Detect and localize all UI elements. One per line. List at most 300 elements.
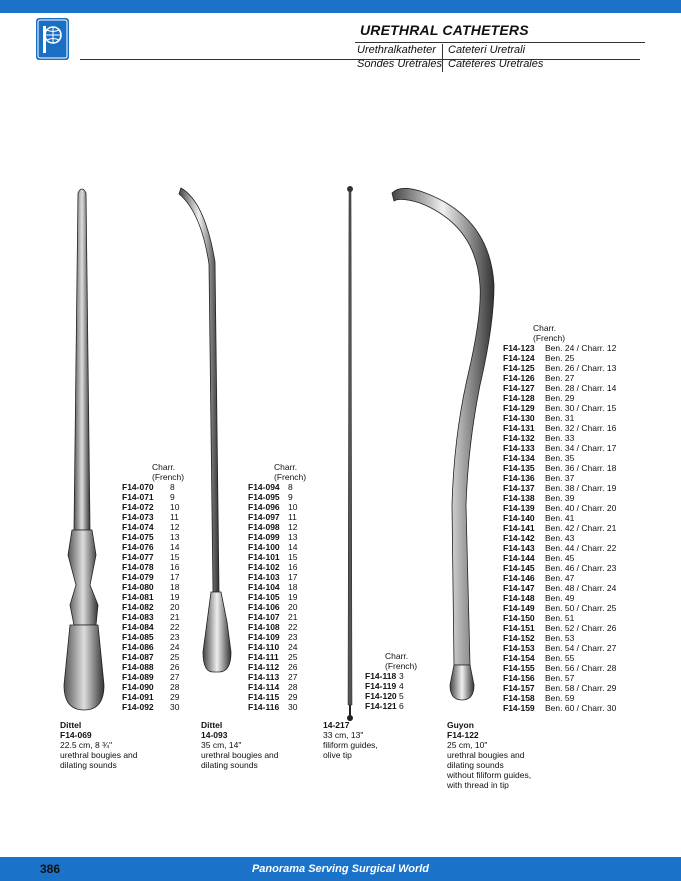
- size-value: 16: [288, 562, 298, 572]
- catalog-code: F14-145: [503, 563, 535, 573]
- size-value: 18: [170, 582, 180, 592]
- filiform-guide-illustration: [340, 185, 360, 725]
- panorama-logo-icon: [36, 18, 69, 60]
- table-row: [503, 563, 616, 573]
- size-value: Ben. 52 / Charr. 26: [545, 623, 617, 633]
- caption-desc: with thread in tip: [447, 780, 509, 790]
- size-value: 11: [170, 512, 179, 522]
- table-row: [122, 622, 184, 632]
- catalog-code: F14-140: [503, 513, 535, 523]
- size-value: 17: [170, 572, 180, 582]
- size-value: 15: [170, 552, 180, 562]
- catalog-code: F14-119: [365, 681, 397, 691]
- caption-desc: dilating sounds: [60, 760, 117, 770]
- table-row: [503, 443, 616, 453]
- catalog-code: F14-084: [122, 622, 154, 632]
- size-value: Ben. 41: [545, 513, 575, 523]
- size-value: 24: [170, 642, 180, 652]
- caption-filiform: [323, 720, 378, 760]
- catalog-code: F14-090: [122, 682, 154, 692]
- size-value: 28: [288, 682, 298, 692]
- table-row: [248, 692, 306, 702]
- table-row: [248, 482, 306, 492]
- catalog-code: F14-159: [503, 703, 535, 713]
- size-value: 15: [288, 552, 298, 562]
- catalog-code: F14-113: [248, 672, 280, 682]
- catalog-code: F14-112: [248, 662, 280, 672]
- size-value: 14: [170, 542, 180, 552]
- table-header-charr: Charr.: [152, 462, 176, 472]
- catalog-code: F14-079: [122, 572, 154, 582]
- caption-length: 22.5 cm, 8 ¾": [60, 740, 113, 750]
- table-row: [503, 383, 616, 393]
- table-row: [122, 602, 184, 612]
- size-value: 23: [170, 632, 180, 642]
- table-row: [503, 463, 616, 473]
- table-row: [365, 671, 417, 681]
- page-title: URETHRAL CATHETERS: [360, 22, 529, 38]
- size-value: 20: [170, 602, 180, 612]
- table-row: [503, 683, 616, 693]
- size-value: Ben. 31: [545, 413, 575, 423]
- size-value: 13: [288, 532, 298, 542]
- table-row: [248, 672, 306, 682]
- catalog-code: F14-136: [503, 473, 535, 483]
- catalog-code: F14-116: [248, 702, 280, 712]
- catalog-code: F14-152: [503, 633, 535, 643]
- table-row: [503, 363, 616, 373]
- size-value: 3: [399, 671, 404, 681]
- table-row: [503, 513, 616, 523]
- catalog-code: F14-077: [122, 552, 154, 562]
- catalog-code: F14-087: [122, 652, 154, 662]
- catalog-code: F14-125: [503, 363, 535, 373]
- size-value: Ben. 53: [545, 633, 575, 643]
- catalog-code: F14-078: [122, 562, 154, 572]
- caption-name: Dittel: [60, 720, 82, 730]
- table-row: [248, 522, 306, 532]
- caption-code: 14-217: [323, 720, 350, 730]
- size-value: Ben. 28 / Charr. 14: [545, 383, 617, 393]
- catalog-code: F14-092: [122, 702, 154, 712]
- catalog-code: F14-110: [248, 642, 280, 652]
- table-row: [503, 353, 616, 363]
- table-row: [122, 642, 184, 652]
- size-value: Ben. 27: [545, 373, 575, 383]
- catalog-code: F14-081: [122, 592, 154, 602]
- size-value: 4: [399, 681, 404, 691]
- dittel-straight-bougie-illustration: [60, 185, 110, 715]
- caption-dittel-straight: [60, 720, 138, 770]
- size-value: 8: [288, 482, 293, 492]
- catalog-code: F14-143: [503, 543, 535, 553]
- size-value: Ben. 26 / Charr. 13: [545, 363, 617, 373]
- table-row: [248, 682, 306, 692]
- catalog-code: F14-107: [248, 612, 280, 622]
- size-value: Ben. 57: [545, 673, 575, 683]
- table-row: [122, 612, 184, 622]
- size-value: 25: [288, 652, 298, 662]
- table-header-french: (French): [152, 472, 185, 482]
- table-row: [248, 662, 306, 672]
- guyon-bougie-illustration: [390, 185, 510, 705]
- table-row: [503, 613, 616, 623]
- caption-code: 14-093: [201, 730, 228, 740]
- caption-guyon: [447, 720, 531, 790]
- table-row: [503, 703, 616, 713]
- table-header-charr: Charr.: [274, 462, 298, 472]
- size-value: 24: [288, 642, 298, 652]
- table-row: [503, 583, 616, 593]
- table-row: [503, 493, 616, 503]
- size-value: 19: [170, 592, 180, 602]
- caption-code: F14-122: [447, 730, 479, 740]
- table-row: [503, 593, 616, 603]
- size-value: 19: [288, 592, 298, 602]
- table-row: [248, 532, 306, 542]
- catalog-code: F14-105: [248, 592, 280, 602]
- page-number: 386: [40, 862, 61, 876]
- table-row: [248, 492, 306, 502]
- size-value: Ben. 43: [545, 533, 575, 543]
- caption-desc: dilating sounds: [201, 760, 258, 770]
- catalog-code: F14-154: [503, 653, 535, 663]
- table-row: [122, 482, 184, 492]
- size-value: 28: [170, 682, 180, 692]
- table-row: [122, 592, 184, 602]
- catalog-code: F14-089: [122, 672, 154, 682]
- size-value: 16: [170, 562, 180, 572]
- caption-length: 35 cm, 14": [201, 740, 242, 750]
- size-value: Ben. 46 / Charr. 23: [545, 563, 617, 573]
- size-value: 27: [170, 672, 180, 682]
- subtitle-french: Sondes Urétrales: [357, 58, 442, 70]
- table-row: [503, 623, 616, 633]
- table-row: [122, 562, 184, 572]
- size-value: 14: [288, 542, 298, 552]
- size-value: Ben. 25: [545, 353, 575, 363]
- size-value: 17: [288, 572, 298, 582]
- caption-name: Guyon: [447, 720, 474, 730]
- table-row: [122, 702, 184, 712]
- caption-desc: urethral bougies and: [447, 750, 525, 760]
- catalog-code: F14-106: [248, 602, 280, 612]
- table-row: [122, 512, 184, 522]
- catalog-code: F14-114: [248, 682, 280, 692]
- size-value: 26: [288, 662, 298, 672]
- table-row: [503, 553, 616, 563]
- catalog-code: F14-123: [503, 343, 535, 353]
- size-value: 22: [170, 622, 180, 632]
- table-row: [122, 502, 184, 512]
- catalog-code: F14-111: [248, 652, 279, 662]
- table-row: [503, 603, 616, 613]
- size-value: Ben. 48 / Charr. 24: [545, 583, 617, 593]
- catalog-code: F14-082: [122, 602, 154, 612]
- catalog-code: F14-115: [248, 692, 280, 702]
- catalog-code: F14-158: [503, 693, 535, 703]
- size-value: Ben. 59: [545, 693, 575, 703]
- table-row: [122, 672, 184, 682]
- table-row: [122, 492, 184, 502]
- catalog-code: F14-095: [248, 492, 280, 502]
- caption-dittel-curved: [201, 720, 279, 770]
- table-row: [503, 673, 616, 683]
- subtitle-divider: [442, 44, 443, 72]
- top-bar: [0, 0, 681, 13]
- table-row: [248, 512, 306, 522]
- catalog-code: F14-094: [248, 482, 280, 492]
- size-value: 30: [170, 702, 180, 712]
- table-row: [122, 632, 184, 642]
- table-row: [248, 542, 306, 552]
- catalog-code: F14-073: [122, 512, 154, 522]
- table-row: [248, 502, 306, 512]
- table-row: [248, 632, 306, 642]
- catalog-code: F14-124: [503, 353, 535, 363]
- table-row: [248, 612, 306, 622]
- catalog-code: F14-086: [122, 642, 154, 652]
- catalog-code: F14-128: [503, 393, 535, 403]
- catalog-code: F14-138: [503, 493, 535, 503]
- table-row: [122, 572, 184, 582]
- subtitle-spanish: Catéteres Uretrales: [448, 58, 544, 70]
- table-header-french: (French): [385, 661, 418, 671]
- size-value: Ben. 45: [545, 553, 575, 563]
- catalog-code: F14-103: [248, 572, 280, 582]
- catalog-code: F14-131: [503, 423, 535, 433]
- table-row: [503, 543, 616, 553]
- table-row: [503, 693, 616, 703]
- size-value: 20: [288, 602, 298, 612]
- size-value: Ben. 60 / Charr. 30: [545, 703, 617, 713]
- size-value: 9: [170, 492, 175, 502]
- catalog-code: F14-083: [122, 612, 154, 622]
- table-row: [122, 582, 184, 592]
- catalog-code: F14-156: [503, 673, 535, 683]
- catalog-code: F14-148: [503, 593, 535, 603]
- catalog-code: F14-135: [503, 463, 535, 473]
- catalog-code: F14-108: [248, 622, 280, 632]
- size-value: 30: [288, 702, 298, 712]
- size-value: Ben. 39: [545, 493, 575, 503]
- size-value: 11: [288, 512, 297, 522]
- caption-name: Dittel: [201, 720, 223, 730]
- size-value: 9: [288, 492, 293, 502]
- caption-desc: filiform guides,: [323, 740, 378, 750]
- size-value: Ben. 30 / Charr. 15: [545, 403, 617, 413]
- catalog-code: F14-102: [248, 562, 280, 572]
- catalog-code: F14-155: [503, 663, 535, 673]
- catalog-code: F14-130: [503, 413, 535, 423]
- catalog-code: F14-072: [122, 502, 154, 512]
- table-row: [248, 652, 306, 662]
- size-value: 29: [288, 692, 298, 702]
- subtitle-italian: Cateteri Uretrali: [448, 44, 526, 56]
- catalog-code: F14-151: [503, 623, 535, 633]
- footer-slogan: Panorama Serving Surgical World: [251, 863, 430, 875]
- size-value: 23: [288, 632, 298, 642]
- catalog-code: F14-074: [122, 522, 154, 532]
- catalog-code: F14-091: [122, 692, 154, 702]
- table-row: [248, 602, 306, 612]
- catalog-code: F14-153: [503, 643, 535, 653]
- catalog-code: F14-085: [122, 632, 154, 642]
- catalog-code: F14-147: [503, 583, 535, 593]
- size-value: Ben. 51: [545, 613, 575, 623]
- size-value: Ben. 36 / Charr. 18: [545, 463, 617, 473]
- size-value: 12: [288, 522, 298, 532]
- table-row: [503, 503, 616, 513]
- table-row: [122, 682, 184, 692]
- caption-code: F14-069: [60, 730, 92, 740]
- size-value: 22: [288, 622, 298, 632]
- caption-length: 33 cm, 13": [323, 730, 364, 740]
- caption-desc: urethral bougies and: [201, 750, 279, 760]
- table-row: [122, 552, 184, 562]
- table-header-charr: Charr.: [385, 651, 409, 661]
- size-value: 29: [170, 692, 180, 702]
- catalog-code: F14-101: [248, 552, 280, 562]
- catalog-code: F14-144: [503, 553, 535, 563]
- size-value: Ben. 35: [545, 453, 575, 463]
- catalog-code: F14-134: [503, 453, 535, 463]
- table-row: [503, 643, 616, 653]
- table-row: [503, 423, 616, 433]
- catalog-code: F14-126: [503, 373, 535, 383]
- catalog-code: F14-150: [503, 613, 535, 623]
- size-value: Ben. 50 / Charr. 25: [545, 603, 617, 613]
- table-row: [503, 533, 616, 543]
- table-row: [248, 582, 306, 592]
- catalog-code: F14-104: [248, 582, 280, 592]
- table-row: [122, 522, 184, 532]
- catalog-code: F14-096: [248, 502, 280, 512]
- size-value: Ben. 33: [545, 433, 575, 443]
- table-row: [122, 542, 184, 552]
- size-value: 25: [170, 652, 180, 662]
- catalog-code: F14-121: [365, 701, 397, 711]
- catalog-code: F14-070: [122, 482, 154, 492]
- catalog-code: F14-120: [365, 691, 397, 701]
- catalog-code: F14-149: [503, 603, 535, 613]
- subtitle-german: Urethralkatheter: [357, 44, 436, 56]
- table-row: [503, 373, 616, 383]
- table-row: [503, 573, 616, 583]
- size-value: 21: [170, 612, 180, 622]
- table-row: [248, 572, 306, 582]
- size-value: 5: [399, 691, 404, 701]
- size-value: 12: [170, 522, 180, 532]
- size-value: 27: [288, 672, 298, 682]
- caption-desc: olive tip: [323, 750, 352, 760]
- catalog-code: F14-098: [248, 522, 280, 532]
- table-row: [248, 562, 306, 572]
- size-value: Ben. 38 / Charr. 19: [545, 483, 617, 493]
- size-value: Ben. 29: [545, 393, 575, 403]
- size-value: Ben. 44 / Charr. 22: [545, 543, 617, 553]
- size-value: Ben. 49: [545, 593, 575, 603]
- caption-desc: urethral bougies and: [60, 750, 138, 760]
- size-table-guyon: [503, 323, 616, 713]
- table-header-french: (French): [274, 472, 307, 482]
- table-row: [365, 691, 417, 701]
- catalog-code: F14-071: [122, 492, 154, 502]
- size-table-dittel-curved: [248, 462, 306, 712]
- size-value: Ben. 34 / Charr. 17: [545, 443, 617, 453]
- table-row: [248, 622, 306, 632]
- catalog-code: F14-097: [248, 512, 280, 522]
- table-row: [503, 433, 616, 443]
- table-row: [503, 523, 616, 533]
- size-table-dittel-straight: [122, 462, 184, 712]
- table-row: [503, 413, 616, 423]
- size-value: Ben. 54 / Charr. 27: [545, 643, 617, 653]
- table-row: [503, 403, 616, 413]
- catalog-code: F14-139: [503, 503, 535, 513]
- table-row: [503, 483, 616, 493]
- size-value: 13: [170, 532, 180, 542]
- catalog-code: F14-080: [122, 582, 154, 592]
- size-value: Ben. 55: [545, 653, 575, 663]
- catalog-code: F14-142: [503, 533, 535, 543]
- table-row: [365, 701, 417, 711]
- catalog-code: F14-127: [503, 383, 535, 393]
- table-row: [248, 552, 306, 562]
- size-value: 6: [399, 701, 404, 711]
- table-row: [122, 662, 184, 672]
- size-value: Ben. 47: [545, 573, 575, 583]
- caption-desc: without filiform guides,: [447, 770, 532, 780]
- catalog-code: F14-076: [122, 542, 154, 552]
- size-value: Ben. 56 / Charr. 28: [545, 663, 617, 673]
- size-value: 8: [170, 482, 175, 492]
- table-row: [503, 343, 616, 353]
- catalog-code: F14-137: [503, 483, 535, 493]
- size-value: Ben. 32 / Charr. 16: [545, 423, 617, 433]
- table-row: [503, 393, 616, 403]
- size-value: Ben. 37: [545, 473, 575, 483]
- catalog-code: F14-132: [503, 433, 535, 443]
- caption-length: 25 cm, 10": [447, 740, 488, 750]
- catalog-code: F14-157: [503, 683, 535, 693]
- catalog-code: F14-088: [122, 662, 154, 672]
- table-row: [122, 532, 184, 542]
- catalog-code: F14-075: [122, 532, 154, 542]
- catalog-code: F14-129: [503, 403, 535, 413]
- table-header-charr: Charr.: [533, 323, 557, 333]
- table-row: [503, 663, 616, 673]
- catalog-code: F14-118: [365, 671, 397, 681]
- size-value: 26: [170, 662, 180, 672]
- size-value: 10: [170, 502, 180, 512]
- table-row: [503, 453, 616, 463]
- size-value: Ben. 58 / Charr. 29: [545, 683, 617, 693]
- table-row: [122, 652, 184, 662]
- catalog-code: F14-141: [503, 523, 535, 533]
- table-row: [248, 592, 306, 602]
- size-value: Ben. 40 / Charr. 20: [545, 503, 617, 513]
- table-row: [248, 642, 306, 652]
- caption-desc: dilating sounds: [447, 760, 504, 770]
- size-value: 18: [288, 582, 298, 592]
- table-row: [365, 681, 417, 691]
- size-value: Ben. 42 / Charr. 21: [545, 523, 617, 533]
- size-value: Ben. 24 / Charr. 12: [545, 343, 617, 353]
- table-row: [503, 653, 616, 663]
- catalog-code: F14-100: [248, 542, 280, 552]
- size-table-filiform: [365, 651, 417, 711]
